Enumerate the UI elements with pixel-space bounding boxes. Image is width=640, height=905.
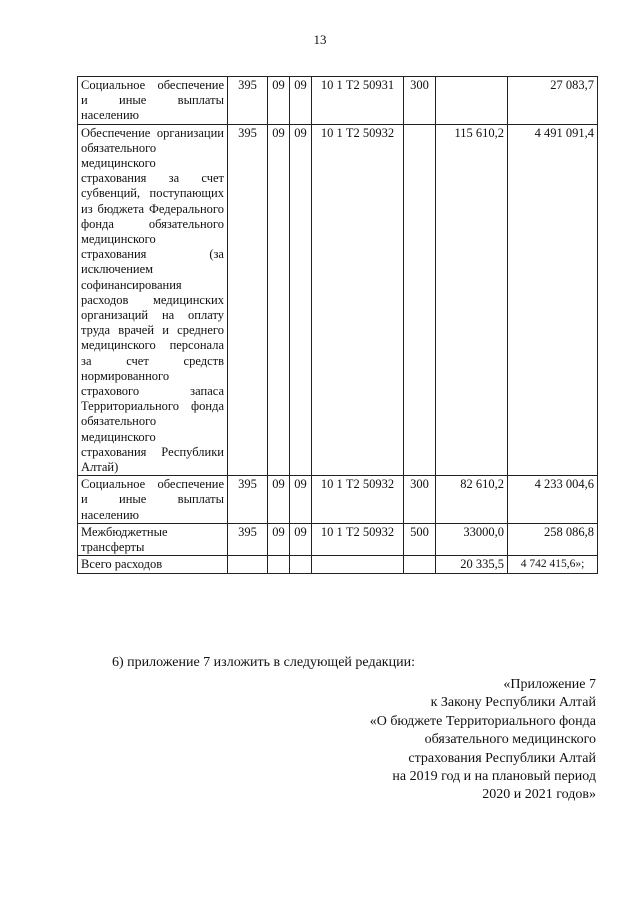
- cell-code: 395: [228, 124, 268, 476]
- cell-code: [228, 556, 268, 573]
- cell-amount-change: 20 335,5: [436, 556, 508, 573]
- budget-table: [77, 76, 598, 574]
- appendix-header-line: к Закону Республики Алтай: [430, 695, 596, 711]
- cell-expense-type: 500: [404, 523, 436, 555]
- appendix-header-line: «Приложение 7: [503, 677, 596, 692]
- table-row-total: [78, 556, 598, 573]
- cell-amount-change: [436, 77, 508, 125]
- cell-code: 395: [228, 476, 268, 524]
- cell-amount-total: 4 491 091,4: [508, 124, 598, 476]
- cell-section: 09: [268, 124, 290, 476]
- appendix-header-line: обязательного медицинского: [424, 732, 596, 748]
- cell-amount-total: 27 083,7: [508, 77, 598, 125]
- cell-target-article: 10 1 Т2 50932: [312, 124, 404, 476]
- cell-amount-change: 82 610,2: [436, 476, 508, 524]
- appendix-header-line: 2020 и 2021 годов»: [482, 787, 596, 803]
- row-name: Социальное обеспечение и иные выплаты населению: [78, 77, 228, 125]
- table-row: [78, 77, 598, 125]
- cell-expense-type: 300: [404, 77, 436, 125]
- cell-amount-total: 4 742 415,6»;: [508, 556, 598, 573]
- cell-section: 09: [268, 523, 290, 555]
- cell-amount-total: 4 233 004,6: [508, 476, 598, 524]
- cell-section: 09: [268, 77, 290, 125]
- cell-subsection: 09: [290, 476, 312, 524]
- appendix-header-line: страхования Республики Алтай: [408, 750, 596, 766]
- cell-subsection: 09: [290, 523, 312, 555]
- cell-expense-type: [404, 556, 436, 573]
- row-name: Всего расходов: [78, 556, 228, 573]
- appendix-header: [370, 676, 596, 805]
- cell-target-article: [312, 556, 404, 573]
- row-name: Межбюджетные трансферты: [78, 523, 228, 555]
- cell-section: [268, 556, 290, 573]
- row-name: Обеспечение организации обязательного медицинского страхования за счет субвенций, поступающих из бюджета Федерального фонда обязательного медицинского страхования (за исключением софинансирования расходов медицинских организаций на оплату труда врачей и среднего медицинского персонала за счет средств нормированного страхового запаса Территориального фонда обязательного медицинского страхования Республики Алтай): [78, 124, 228, 476]
- appendix-header-line: «О бюджете Территориального фонда: [369, 713, 596, 729]
- cell-amount-change: 115 610,2: [436, 124, 508, 476]
- cell-amount-change: 33000,0: [436, 523, 508, 555]
- cell-subsection: 09: [290, 124, 312, 476]
- cell-code: 395: [228, 523, 268, 555]
- appendix-header-line: на 2019 год и на плановый период: [392, 769, 596, 785]
- cell-target-article: 10 1 Т2 50932: [312, 476, 404, 524]
- cell-target-article: 10 1 Т2 50932: [312, 523, 404, 555]
- cell-expense-type: [404, 124, 436, 476]
- row-name: Социальное обеспечение и иные выплаты населению: [78, 476, 228, 524]
- cell-target-article: 10 1 Т2 50931: [312, 77, 404, 125]
- cell-amount-total: 258 086,8: [508, 523, 598, 555]
- page-number: 13: [313, 32, 327, 47]
- cell-subsection: 09: [290, 77, 312, 125]
- amendment-instruction: 6) приложение 7 изложить в следующей редакции:: [112, 655, 415, 670]
- cell-subsection: [290, 556, 312, 573]
- cell-section: 09: [268, 476, 290, 524]
- cell-expense-type: 300: [404, 476, 436, 524]
- table-row: [78, 124, 598, 476]
- table-row: [78, 523, 598, 555]
- table-row: [78, 476, 598, 524]
- cell-code: 395: [228, 77, 268, 125]
